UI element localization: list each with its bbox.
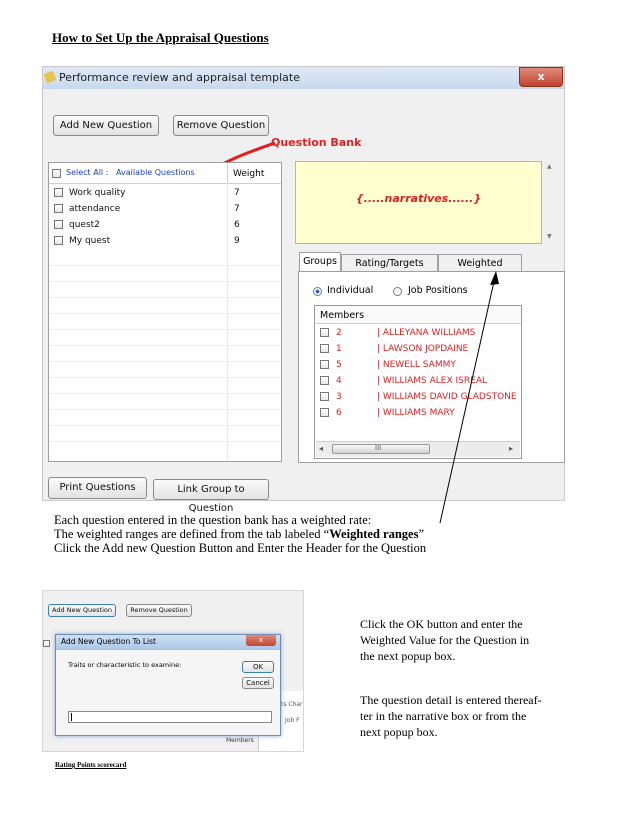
list-item[interactable]: quest2 6 [49,217,281,233]
add-new-question-button-small[interactable]: Add New Question [48,604,116,617]
question-bank-list [48,162,282,462]
select-all-label: Select All : [66,168,109,177]
available-questions-label: Available Questions [116,168,195,177]
list-item[interactable]: 5 | NEWELL SAMMY [315,357,521,373]
title-bar [43,67,564,89]
question-checkbox[interactable] [54,204,63,213]
scroll-grip: III [375,444,382,452]
text-cursor [71,713,72,721]
member-checkbox[interactable] [320,360,329,369]
instruction-line-1: Each question entered in the question bank has a weighted rate: [54,513,372,527]
individual-label: Individual [327,285,374,296]
link-group-button[interactable]: Link Group to Question [153,479,269,500]
job-positions-label: Job Positions [408,285,468,296]
list-item[interactable]: attendance 7 [49,201,281,217]
app-icon [44,71,57,84]
tab-groups[interactable]: Groups [299,252,341,271]
scroll-right-icon[interactable]: ▸ [509,444,514,453]
narrative-text: {.....narratives......} [355,192,482,205]
list-header [49,163,281,184]
question-checkbox[interactable] [54,188,63,197]
remove-question-button[interactable]: Remove Question [173,115,269,136]
select-all-checkbox[interactable] [52,169,61,178]
bg-job-label: Job F [285,717,300,724]
document-title: How to Set Up the Appraisal Questions [52,30,269,45]
detail-instruction: The question detail is entered thereaf- ter in the narrative box or from the next popup box. [360,693,542,739]
print-questions-button[interactable]: Print Questions [48,477,147,499]
list-item[interactable]: Work quality 7 [49,185,281,201]
add-new-question-button[interactable]: Add New Question [53,115,159,136]
tab-weighted-ranges[interactable]: Weighted [438,254,522,272]
dialog-title-bar [56,635,280,650]
ok-instruction: Click the OK button and enter the Weighted Value for the Question in the next popup box. [360,617,530,663]
instruction-line-3: Click the Add new Question Button and Enter the Header for the Question [54,541,427,555]
list-item[interactable]: 2 | ALLEYANA WILLIAMS [315,325,521,341]
select-all-checkbox-small [43,640,50,647]
member-checkbox[interactable] [320,344,329,353]
narrative-scrollbar[interactable] [545,161,559,244]
member-checkbox[interactable] [320,328,329,337]
window-title: Performance review and appraisal template [59,71,300,84]
scroll-up-icon[interactable]: ▲ [547,163,552,170]
list-item[interactable]: 6 | WILLIAMS MARY [315,405,521,421]
scroll-left-icon[interactable]: ◂ [319,444,324,453]
dialog-prompt: Traits or characteristic to examine: [68,661,182,669]
question-checkbox[interactable] [54,236,63,245]
instruction-line-2: The weighted ranges are defined from the tab labeled “Weighted ranges” [54,527,425,541]
job-positions-radio[interactable] [393,287,402,296]
member-checkbox[interactable] [320,376,329,385]
pointer-arrow [430,265,510,530]
dialog-title: Add New Question To List [61,637,156,646]
add-question-dialog [55,634,281,736]
dialog-cancel-button[interactable]: Cancel [242,677,274,689]
rating-points-scorecard-link[interactable]: Rating Points scorecard [55,761,127,769]
members-header: Members [320,310,365,321]
individual-radio[interactable] [313,287,322,296]
dialog-text-input[interactable] [68,711,272,723]
member-checkbox[interactable] [320,408,329,417]
dialog-close-button[interactable]: x [246,635,276,646]
scroll-down-icon[interactable]: ▼ [547,233,552,240]
list-item[interactable]: 1 | LAWSON JOPDAINE [315,341,521,357]
add-question-dialog-screenshot [42,590,304,752]
weight-column-header: Weight [233,169,265,179]
dialog-ok-button[interactable]: OK [242,661,274,673]
member-checkbox[interactable] [320,392,329,401]
question-checkbox[interactable] [54,220,63,229]
scrollbar-thumb[interactable] [332,444,430,454]
bg-tab-label: ts Char [281,701,303,708]
list-item[interactable]: My quest 9 [49,233,281,249]
bg-members-label: Members [226,737,254,744]
remove-question-button-small[interactable]: Remove Question [126,604,192,617]
narrative-box[interactable] [295,161,542,244]
list-item[interactable]: 3 | WILLIAMS DAVID GLADSTONE [315,389,521,405]
list-item[interactable]: 4 | WILLIAMS ALEX ISREAL [315,373,521,389]
question-bank-annotation: Question Bank [271,136,362,149]
tab-rating-targets-chart[interactable]: Rating/Targets [341,254,438,272]
close-button[interactable]: x [519,67,563,87]
